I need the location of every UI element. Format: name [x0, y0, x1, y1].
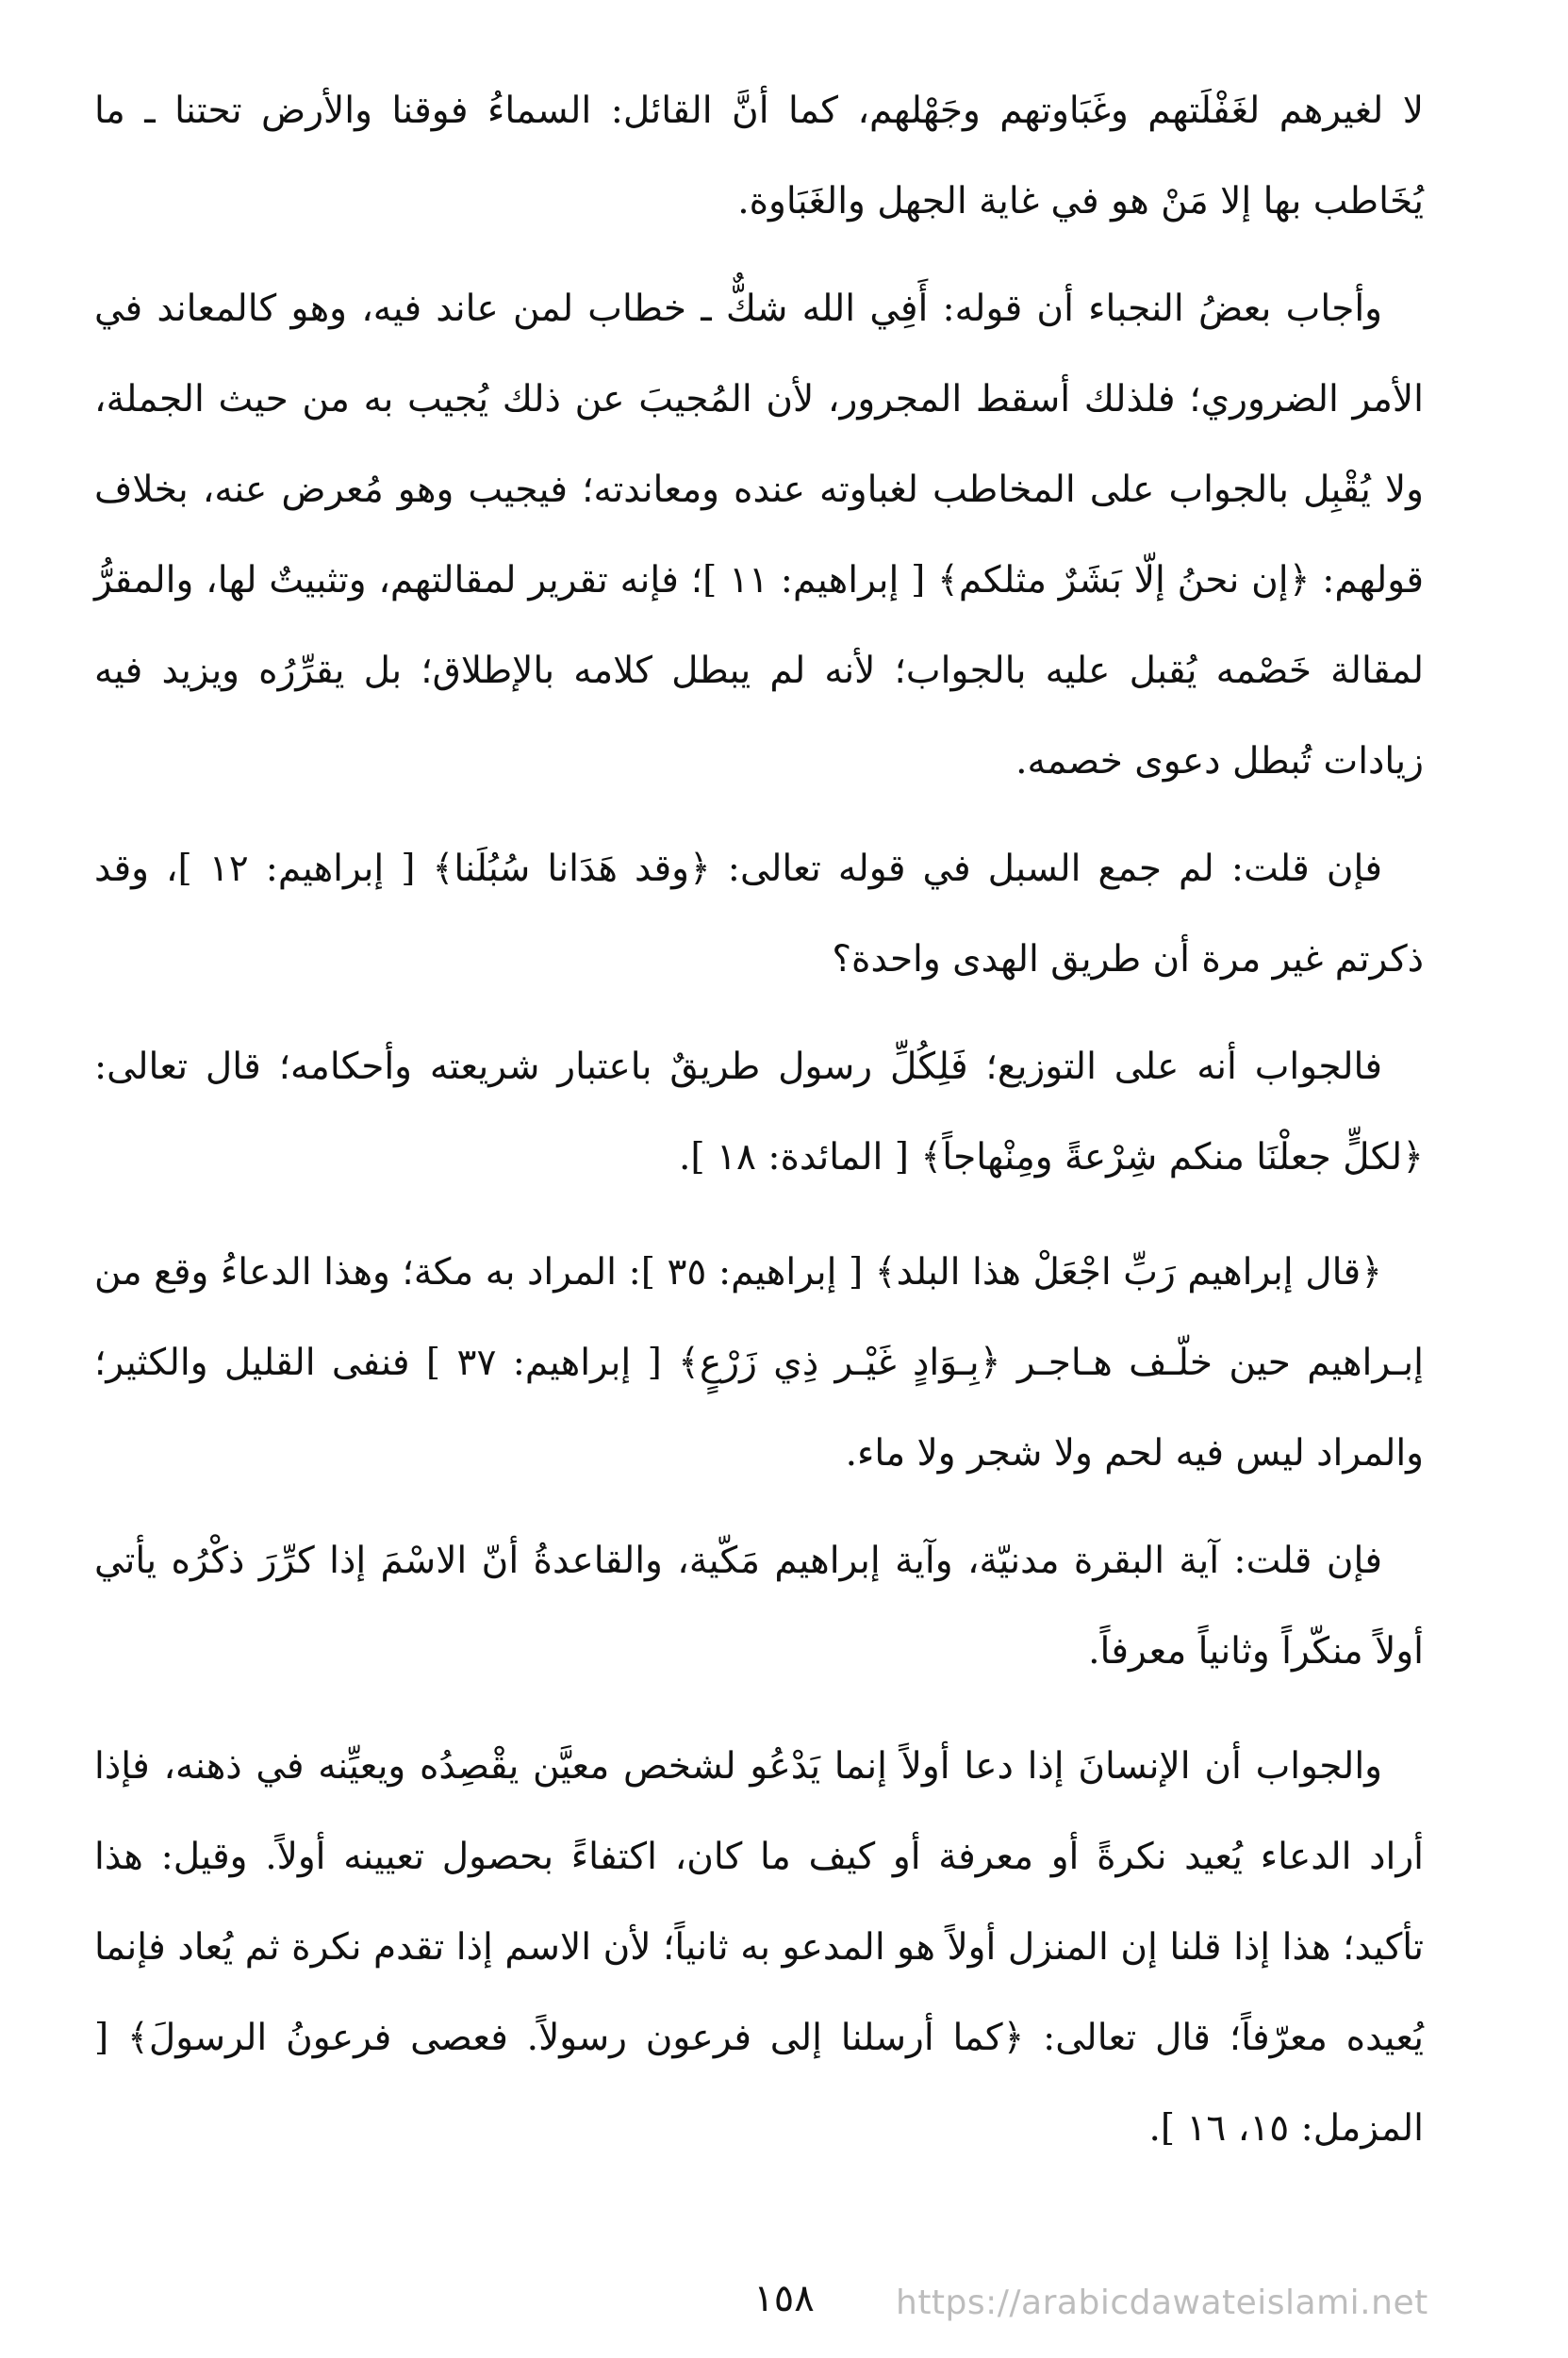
paragraph-6: فإن قلت: آية البقرة مدنيّة، وآية إبراهيم مَكّية، والقاعدةُ أنّ الاسْمَ إذا كرِّرَ ذكْرُه يأتي أولاً منكّراً وثانياً معرفاً.: [94, 1540, 1424, 1673]
paragraph-4: فالجواب أنه على التوزيع؛ فَلِكُلِّ رسول طريقٌ باعتبار شريعته وأحكامه؛ قال تعالى: ﴿لكلٍّ جعلْنَا منكم شِرْعةً ومِنْهاجاً﴾ [ المائدة: ١٨ ].: [94, 1046, 1424, 1179]
page-number: ١٥٨: [753, 2277, 815, 2320]
paragraph-7: والجواب أن الإنسانَ إذا دعا أولاً إنما يَدْعُو لشخص معيَّن يقْصِدُه ويعيِّنه في ذهنه، فإذا أراد الدعاء يُعيد نكرةً أو معرفة أو كيف ما كان، اكتفاءً بحصول تعيينه أولاً. وقيل: هذا تأكيد؛ هذا إذا قلنا إن المنزل أولاً هو المدعو به ثانياً؛ لأن الاسم إذا تقدم نكرة ثم يُعاد فإنما يُعيده معرّفاً؛ قال تعالى: ﴿كما أرسلنا إلى فرعون رسولاً. فعصى فرعونُ الرسولَ﴾ [ المزمل: ١٥، ١٦ ].: [94, 1745, 1424, 2150]
page-body: [94, 66, 1424, 2191]
paragraph-3: فإن قلت: لم جمع السبل في قوله تعالى: ﴿وقد هَدَانا سُبُلَنا﴾ [ إبراهيم: ١٢ ]، وقد ذكرتم غير مرة أن طريق الهدى واحدة؟: [94, 848, 1424, 981]
paragraph-5: ﴿قال إبراهيم رَبِّ اجْعَلْ هذا البلد﴾ [ إبراهيم: ٣٥ ]: المراد به مكة؛ وهذا الدعاءُ وقع من إبـراهيم حين خلّـف هـاجـر ﴿بِـوَادٍ غَيْـر ذِي زَرْعٍ﴾ [ إبراهيم: ٣٧ ] فنفى القليل والكثير؛ والمراد ليس فيه لحم ولا شجر ولا ماء.: [94, 1251, 1424, 1475]
watermark-url: https://arabicdawateislami.net: [896, 2284, 1428, 2322]
paragraph-2: وأجاب بعضُ النجباء أن قوله: أَفِي الله شكٌّ ـ خطاب لمن عاند فيه، وهو كالمعاند في الأمر الضروري؛ فلذلك أسقط المجرور، لأن المُجيبَ عن ذلك يُجيب به من حيث الجملة، ولا يُقْبِل بالجواب على المخاطب لغباوته عنده ومعاندته؛ فيجيب وهو مُعرض عنه، بخلاف قولهم: ﴿إن نحنُ إلّا بَشَرٌ مثلكم﴾ [ إبراهيم: ١١ ]؛ فإنه تقرير لمقالتهم، وتثبيتٌ لها، والمقرُّ لمقالة خَصْمه يُقبل عليه بالجواب؛ لأنه لم يبطل كلامه بالإطلاق؛ بل يقرِّرُه ويزيد فيه زيادات تُبطل دعوى خصمه.: [94, 288, 1424, 783]
paragraph-1: لا لغيرهم لغَفْلَتهم وغَبَاوتهم وجَهْلهم، كما أنَّ القائل: السماءُ فوقنا والأرض تحتنا ـ ما يُخَاطب بها إلا مَنْ هو في غاية الجهل والغَبَاوة.: [94, 90, 1424, 223]
